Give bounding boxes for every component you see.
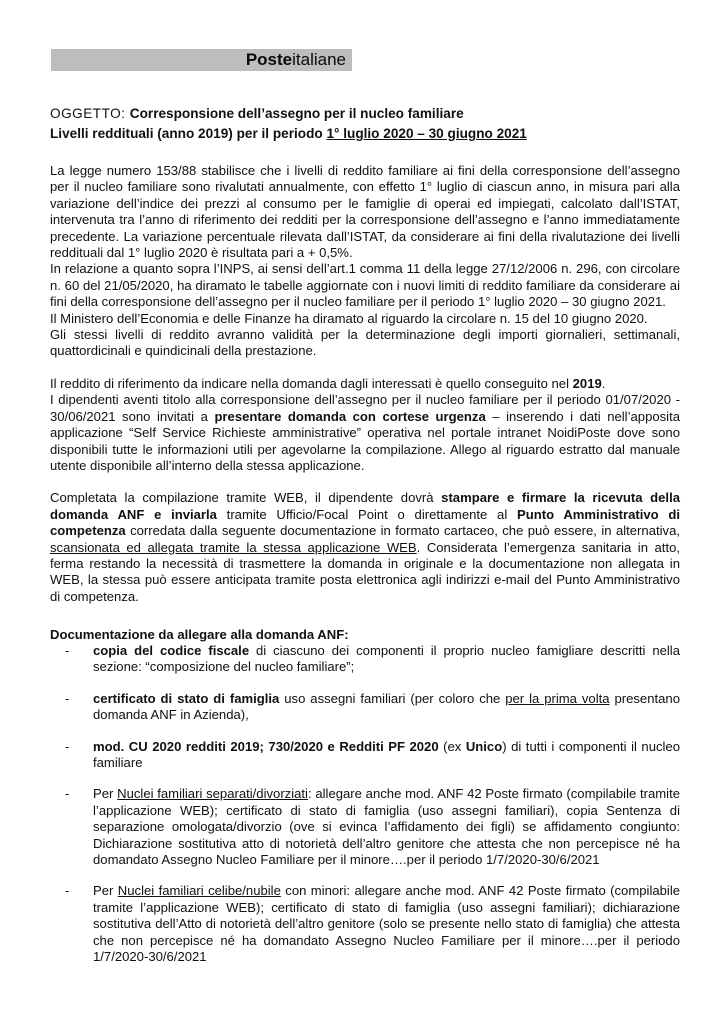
p7-a: Completata la compilazione tramite WEB, il dipendente dovrà xyxy=(50,490,442,506)
list-item xyxy=(50,739,680,772)
item2-underlined: per la prima volta xyxy=(505,690,610,706)
p7-f: scansionata ed allegata tramite la stessa applicazione WEB xyxy=(50,539,417,555)
p7-d: Punto Amministrativo di competenza xyxy=(50,506,680,539)
item1-text: di ciascuno dei componenti il proprio nucleo famigliare descritti nella sezione: “composizione del nucleo familiare”; xyxy=(93,643,680,675)
spacer xyxy=(50,360,680,376)
paragraph-7 xyxy=(50,490,680,605)
p7-g: . Considerata l’emergenza sanitaria in atto, ferma restando la necessità di trasmettere la domanda in originale e la documentazione non allegata in WEB, la stessa può essere anticipata tramite posta elettronica agli indirizzi e-mail del Punto Amministrativo di competenza. xyxy=(50,539,680,604)
p5-year: 2019 xyxy=(572,375,602,391)
letter-body xyxy=(50,163,680,605)
p7-b: stampare e firmare la ricevuta della domanda ANF e inviarla xyxy=(50,490,680,522)
list-dash: - xyxy=(65,738,70,754)
poste-italiane-logo xyxy=(246,50,346,70)
item4-rest: : allegare anche mod. ANF 42 Poste firmato (compilabile tramite l’applicazione WEB); certificato di stato di famiglia (uso assegni familiari), copia Sentenza di separazione omologata/divorzio (ove si evinca l’affidamento dei figli) se affidamento congiunto: Dichiarazione sostitutiva atto di notorietà dell’altro genitore che attesta che non percepisce né ha domandato Assegno Nucleo Familiare per il minore….per il periodo 1/7/2020-30/6/2021 xyxy=(93,786,681,868)
list-dash: - xyxy=(65,786,70,802)
item2-rest: presentano domanda ANF in Azienda), xyxy=(93,690,680,723)
item4-text: Per xyxy=(93,786,118,802)
logo-bold: Poste xyxy=(245,50,293,69)
list-dash: - xyxy=(65,883,70,899)
list-item xyxy=(50,786,680,868)
p7-c: tramite Ufficio/Focal Point o direttamente al xyxy=(216,506,517,522)
list-item xyxy=(50,691,680,724)
item2-bold: certificato di stato di famiglia xyxy=(93,690,280,706)
documentation-list xyxy=(50,643,680,966)
item5-text: Per xyxy=(93,883,118,899)
p5-text: Il reddito di riferimento da indicare nella domanda dagli interessati è quello conseguito nel xyxy=(50,375,573,391)
item4-underlined: Nuclei familiari separati/divorziati xyxy=(117,786,308,802)
p6-text: I dipendenti aventi titolo alla corresponsione dell’assegno per il nucleo familiare per il periodo 01/07/2020 - 30/06/2021 sono invitati a xyxy=(50,392,680,424)
logo-regular: italiane xyxy=(292,50,346,69)
paragraph-5 xyxy=(50,376,680,392)
item3-rest: ) di tutti i componenti il nucleo familiare xyxy=(93,738,680,771)
p6-bold: presentare domanda con cortese urgenza xyxy=(214,408,486,424)
paragraph-2: In relazione a quanto sopra l’INPS, ai sensi dell’art.1 comma 11 della legge 27/12/2006 n. 296, con circolare n. 60 del 21/05/2020, ha diramato le tabelle aggiornate con i nuovi limiti di reddito familiare da considerare ai fini della corresponsione dell’assegno per il nucleo familiare per il periodo 1° luglio 2020 – 30 giugno 2021. xyxy=(50,261,680,310)
letterhead-bar xyxy=(51,49,352,71)
item3-bold: mod. CU 2020 redditi 2019; 730/2020 e Redditi PF 2020 xyxy=(93,738,439,754)
item3-unico: Unico xyxy=(465,738,503,754)
documentation-title: Documentazione da allegare alla domanda ANF: xyxy=(50,627,349,642)
p5-end: . xyxy=(601,375,606,391)
item5-underlined: Nuclei familiari celibe/nubile xyxy=(117,883,281,899)
list-item xyxy=(50,643,680,676)
paragraph-6 xyxy=(50,392,680,474)
list-item xyxy=(50,883,680,965)
paragraph-1: La legge numero 153/88 stabilisce che i livelli di reddito familiare ai fini della corresponsione dell’assegno per il nucleo familiare sono rivalutati annualmente, con effetto 1° luglio di ciascun anno, in misura pari alla variazione dell’indice dei prezzi al consumo per le famiglie di operai ed impiegati, calcolato dall’ISTAT, intervenuta tra l’anno di riferimento dei redditi per la corresponsione dell’assegno e l’anno immediatamente precedente. La variazione percentuale rilevata dall’ISTAT, da considerare ai fini della rivalutazione dei livelli reddituali dal 1° luglio 2020 è risultata pari a + 0,5%. xyxy=(50,163,680,261)
subject-period: 1° luglio 2020 – 30 giugno 2021 xyxy=(326,126,527,141)
spacer xyxy=(50,474,680,490)
list-dash: - xyxy=(65,643,70,658)
item3-text: (ex xyxy=(438,738,466,754)
subject-line2: Livelli reddituali (anno 2019) per il periodo xyxy=(50,126,327,141)
item5-rest: con minori: allegare anche mod. ANF 42 Poste firmato (compilabile tramite l’applicazione WEB); certificato di stato di famiglia (uso assegni familiari); dichiarazione sostitutiva dell’Atto di notorietà dell’altro genitore (solo se presente nello stato di famiglia) che attesta che non percepisce né ha domandato Assegno Nucleo Familiare per il minore….per il periodo 1/7/2020-30/6/2021 xyxy=(93,883,681,965)
item2-text: uso assegni familiari (per coloro che xyxy=(279,690,506,706)
paragraph-3: Il Ministero dell’Economia e delle Finanze ha diramato al riguardo la circolare n. 15 del 10 giugno 2020. xyxy=(50,310,648,326)
subject-label: OGGETTO: xyxy=(50,106,130,121)
p6-rest: – inserendo i dati nell’apposita applicazione “Self Service Richieste amministrative” operativa nel portale intranet NoidiPoste dove sono disponibili tutte le informazioni utili per agevolarne la compilazione. Allego al riguardo estratto dal manuale utente disponibile all’interno della stessa applicazione. xyxy=(50,408,681,473)
subject-heading xyxy=(50,104,680,144)
p7-e: corredata dalla seguente documentazione in formato cartaceo, che può essere, in alternativa, xyxy=(125,523,680,539)
paragraph-4: Gli stessi livelli di reddito avranno validità per la determinazione degli importi giornalieri, settimanali, quattordicinali e quindicinali della prestazione. xyxy=(50,327,680,359)
subject-line1: Corresponsione dell’assegno per il nucleo familiare xyxy=(129,106,464,121)
item1-bold: copia del codice fiscale xyxy=(93,643,250,658)
list-dash: - xyxy=(65,690,70,706)
